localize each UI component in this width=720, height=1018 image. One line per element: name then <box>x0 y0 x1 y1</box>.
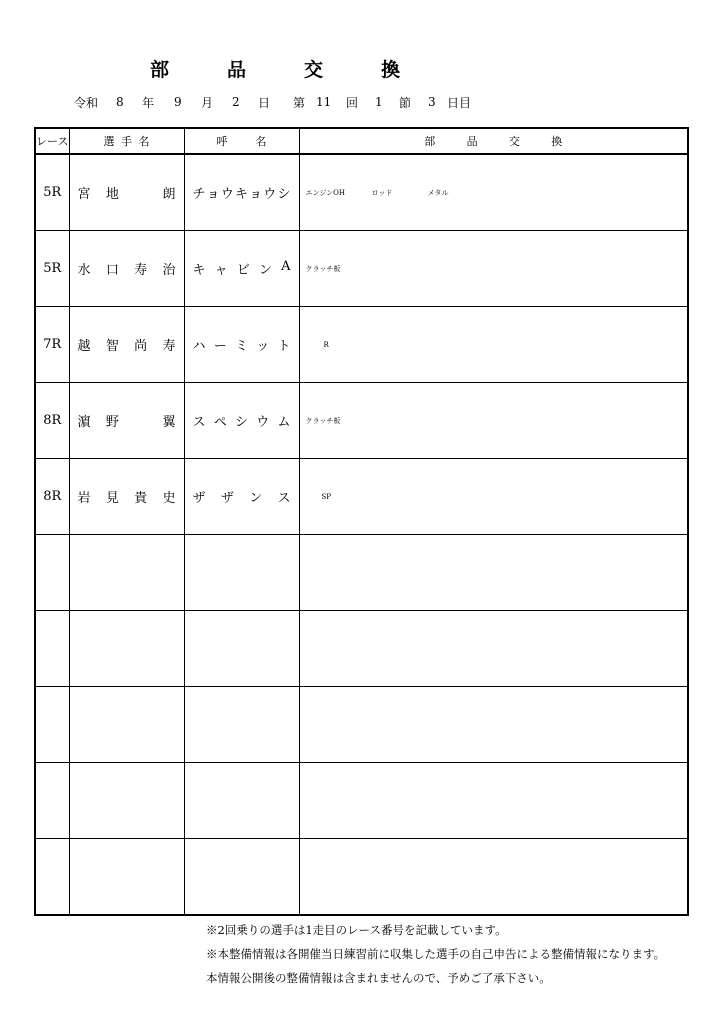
player-name-cell <box>69 154 184 231</box>
race-cell <box>35 535 69 611</box>
callname-char: ザ <box>192 491 206 506</box>
part-item: クラッチ板 <box>305 416 341 425</box>
table-row <box>35 231 688 307</box>
dai-label: 第 <box>293 95 306 110</box>
callname-cell <box>184 687 299 763</box>
callname-char: ョ <box>206 187 220 202</box>
day: 2 <box>232 95 240 109</box>
table-row <box>35 763 688 839</box>
callname-char: チ <box>192 187 206 202</box>
name-char: 口 <box>105 263 119 278</box>
callname-char: ン <box>249 491 263 506</box>
kai-number: 11 <box>316 95 332 109</box>
player-name-cell <box>69 839 184 916</box>
table-row <box>35 611 688 687</box>
header-char: 手 <box>121 135 132 148</box>
callname-cell <box>184 839 299 916</box>
callname-cell <box>184 307 299 383</box>
callname-char: ウ <box>263 187 277 202</box>
callname-char: キ <box>192 263 206 278</box>
player-name-cell <box>69 383 184 459</box>
callname-char: ョ <box>249 187 263 202</box>
kai-label: 回 <box>346 95 359 110</box>
callname-char: ン <box>258 263 272 278</box>
day-number: 3 <box>428 95 436 109</box>
name-char: 史 <box>162 491 176 506</box>
table-row <box>35 154 688 231</box>
name-char: 水 <box>77 263 91 278</box>
callname-char: シ <box>234 415 248 430</box>
part-item: SP <box>321 492 332 501</box>
year-unit: 年 <box>142 95 155 110</box>
name-char: 貴 <box>134 491 148 506</box>
callname-char: ペ <box>213 415 227 430</box>
callname-cell <box>184 535 299 611</box>
header-char: 名 <box>255 135 267 148</box>
callname-char: ウ <box>256 415 270 430</box>
name-char: 見 <box>105 491 119 506</box>
parts-exchange-table <box>34 127 689 916</box>
year: 8 <box>116 95 124 109</box>
header-char: 呼 <box>216 135 228 148</box>
player-name-cell <box>69 307 184 383</box>
callname-char: ミ <box>234 339 248 354</box>
header-char: 換 <box>551 135 563 148</box>
note-line: ※本整備情報は各開催当日練習前に収集した選手の自己申告による整備情報になります。 <box>206 947 666 961</box>
callname-char: ス <box>192 415 206 430</box>
parts-cell <box>299 535 688 611</box>
race-cell <box>35 611 69 687</box>
race-cell: 8R <box>35 383 69 459</box>
name-char: 越 <box>77 339 91 354</box>
parts-cell <box>299 459 688 535</box>
meet-info <box>74 92 471 112</box>
callname-cell <box>184 383 299 459</box>
race-cell: 5R <box>35 154 69 231</box>
callname-cell <box>184 763 299 839</box>
header-player <box>69 128 184 154</box>
name-char: 野 <box>105 415 119 430</box>
table-row <box>35 687 688 763</box>
player-name-cell <box>69 611 184 687</box>
title-char: 部 <box>150 58 170 81</box>
name-char: 朗 <box>162 187 176 202</box>
callname-char: ビ <box>236 263 250 278</box>
title-char: 品 <box>226 58 246 81</box>
callname-char: ト <box>277 339 291 354</box>
race-cell: 5R <box>35 231 69 307</box>
table-row <box>35 535 688 611</box>
header-char: 名 <box>138 135 150 148</box>
setsu-label: 節 <box>399 95 412 110</box>
race-cell <box>35 763 69 839</box>
callname-char: シ <box>277 187 291 202</box>
footnotes <box>206 918 665 990</box>
name-char: 智 <box>105 339 119 354</box>
month-unit: 月 <box>201 95 214 110</box>
name-char: 寿 <box>162 339 176 354</box>
player-name-cell <box>69 535 184 611</box>
header-char: 選 <box>103 135 115 148</box>
callname-char: ザ <box>220 491 234 506</box>
parts-cell <box>299 383 688 459</box>
parts-cell <box>299 154 688 231</box>
player-name-cell <box>69 687 184 763</box>
race-cell: 7R <box>35 307 69 383</box>
page-title <box>150 52 400 84</box>
header-char: 交 <box>508 135 520 148</box>
part-item: R <box>323 340 329 349</box>
race-cell <box>35 839 69 916</box>
callname-char: ー <box>213 339 227 354</box>
setsu-number: 1 <box>375 95 383 109</box>
parts-cell <box>299 611 688 687</box>
parts-cell <box>299 839 688 916</box>
parts-cell <box>299 307 688 383</box>
header-callname <box>184 128 299 154</box>
callname-cell <box>184 459 299 535</box>
day-unit: 日 <box>258 95 271 110</box>
name-char: 濵 <box>77 415 91 430</box>
callname-char: キ <box>234 187 248 202</box>
part-item: メタル <box>427 188 449 197</box>
header-race: レース <box>35 128 69 154</box>
table-row <box>35 839 688 916</box>
callname-char: ウ <box>220 187 234 202</box>
header-char: 部 <box>424 135 436 148</box>
title-char: 換 <box>380 58 400 81</box>
callname-char: ッ <box>256 339 270 354</box>
parts-cell <box>299 687 688 763</box>
name-char: 寿 <box>134 263 148 278</box>
table-row <box>35 383 688 459</box>
table-row <box>35 307 688 383</box>
part-item: ロッド <box>371 188 393 197</box>
callname-cell <box>184 154 299 231</box>
callname-cell <box>184 231 299 307</box>
callname-cell <box>184 611 299 687</box>
parts-cell <box>299 231 688 307</box>
name-char: 治 <box>162 263 176 278</box>
parts-cell <box>299 763 688 839</box>
name-char: 尚 <box>134 339 148 354</box>
name-char: 翼 <box>162 415 176 430</box>
header-parts <box>299 128 688 154</box>
note-line: 本情報公開後の整備情報は含まれませんので、予めご了承下さい。 <box>206 971 551 985</box>
month: 9 <box>174 95 182 109</box>
name-char <box>134 183 147 202</box>
callname-char: ス <box>277 491 291 506</box>
era: 令和 <box>74 95 99 110</box>
title-char: 交 <box>303 58 323 81</box>
callname-char: ハ <box>192 339 206 354</box>
header-char: 品 <box>466 135 478 148</box>
table-row <box>35 459 688 535</box>
part-item: クラッチ板 <box>305 264 341 273</box>
table-header-row <box>35 128 688 154</box>
callname-char: ャ <box>214 263 228 278</box>
player-name-cell <box>69 459 184 535</box>
race-cell: 8R <box>35 459 69 535</box>
name-char: 岩 <box>77 491 91 506</box>
name-char: 宮 <box>77 187 91 202</box>
part-item: エンジンOH <box>305 188 345 197</box>
player-name-cell <box>69 231 184 307</box>
race-cell <box>35 687 69 763</box>
nichime-label: 日目 <box>447 95 472 110</box>
note-line: ※2回乗りの選手は1走目のレース番号を記載しています。 <box>206 923 507 937</box>
name-char: 地 <box>105 187 119 202</box>
table-body <box>35 154 688 915</box>
name-char <box>134 411 147 430</box>
callname-char: ム <box>277 415 291 430</box>
player-name-cell <box>69 763 184 839</box>
callname-char: A <box>281 259 291 274</box>
